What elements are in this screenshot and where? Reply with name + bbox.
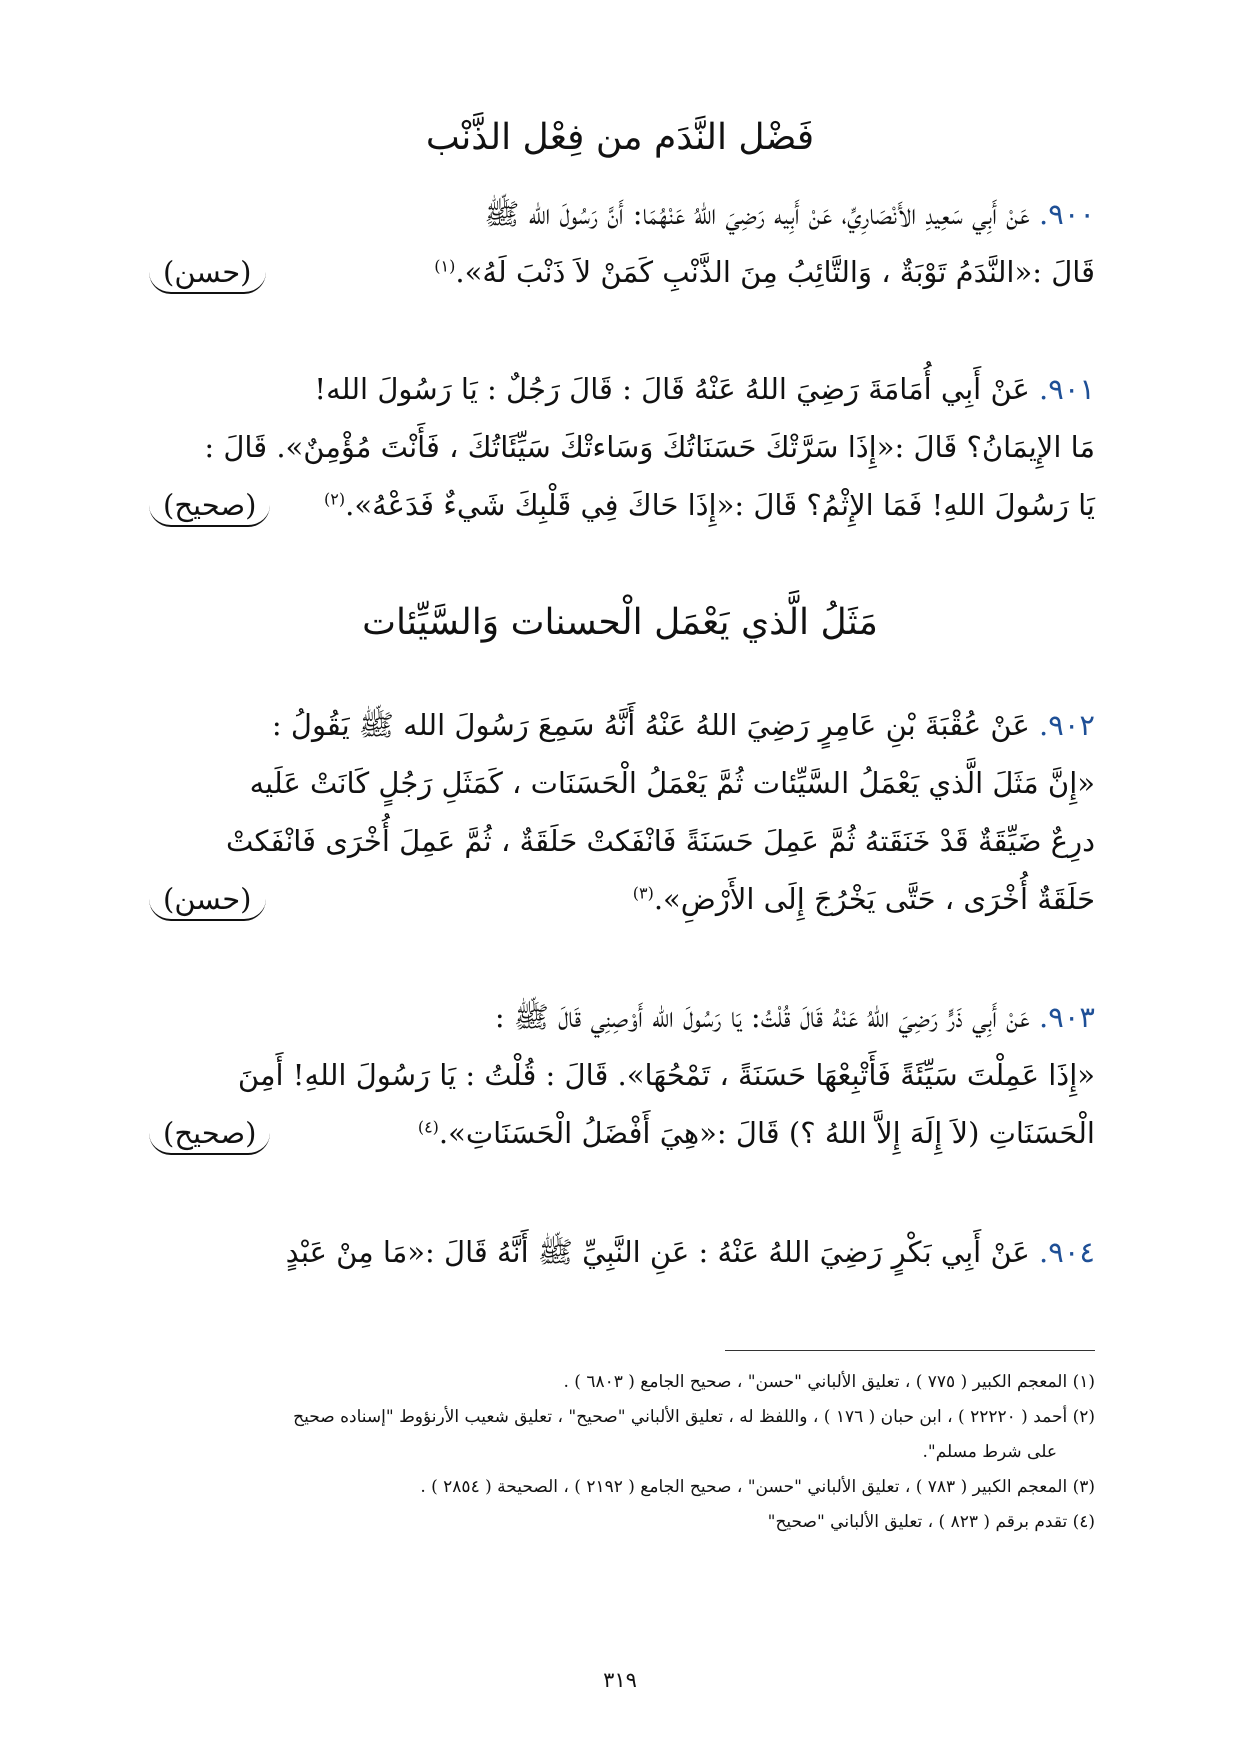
hadith-text: الْحَسَنَاتِ (لاَ إِلَهَ إِلاَّ اللهُ ؟) قَالَ :«هِيَ أَفْضَلُ الْحَسَنَاتِ». xyxy=(438,1116,1095,1150)
hadith-text: عَنْ أَبِي أُمَامَةَ رَضِيَ اللهُ عَنْهُ قَالَ : قَالَ رَجُلٌ : يَا رَسُولَ الله! xyxy=(314,372,1030,406)
hadith-line xyxy=(145,1046,1095,1104)
hadith-text: قَالَ :«النَّدَمُ تَوْبَةٌ ، وَالتَّائِبُ مِنَ الذَّنْبِ كَمَنْ لاَ ذَنْبَ لَهُ». xyxy=(455,255,1095,289)
footnote-item: (٣) المعجم الكبير ( ٧٨٣ ) ، تعليق الألباني "حسن" ، صحيح الجامع ( ٢١٩٢ ) ، الصحيحة ( ٢٨٥٤ ) . xyxy=(420,1477,1095,1497)
grade-badge: (صحيح) xyxy=(149,1113,270,1155)
grade-badge: (حسن) xyxy=(149,252,266,294)
section-title-good-deeds: مَثَلُ الَّذي يَعْمَل الْحسنات وَالسَّيِّئات xyxy=(362,602,878,643)
hadith-line xyxy=(145,185,1095,243)
hadith-text: عَنْ أَبِي سَعِيدِ الأَنْصَارِيِّ، عَنْ أَبِيه رَضِيَ اللهُ عَنْهُمَا: أَنَّ رَسُولَ الله ﷺ xyxy=(484,197,1030,231)
hadith-number: ٩٠٤. xyxy=(1039,1235,1095,1269)
hadith-line xyxy=(145,812,1095,870)
hadith-text: مَا الإِيمَانُ؟ قَالَ :«إِذَا سَرَّتْكَ حَسَنَاتُكَ وَسَاءتْكَ سَيِّئَاتُكَ ، فَأَنْتَ مُؤْمِنٌ». قَالَ : xyxy=(204,430,1095,464)
hadith-903 xyxy=(145,988,1095,1162)
footnote-divider xyxy=(725,1350,1095,1351)
hadith-number: ٩٠٠. xyxy=(1039,197,1095,231)
footnote-ref[interactable]: (١) xyxy=(434,256,456,276)
hadith-line xyxy=(145,243,1095,301)
hadith-line xyxy=(145,870,1095,928)
hadith-text: عَنْ أَبِي ذَرٍّ رَضِيَ اللهُ عَنْهُ قَالَ قُلْتُ: يَا رَسُولَ الله أَوْصِنِي قَالَ ﷺ : xyxy=(494,1000,1030,1034)
hadith-line xyxy=(145,1104,1095,1162)
hadith-line xyxy=(145,476,1095,534)
hadith-line xyxy=(145,754,1095,812)
hadith-line xyxy=(145,988,1095,1046)
hadith-line xyxy=(145,360,1095,418)
grade-badge: (صحيح) xyxy=(149,485,270,527)
hadith-number: ٩٠٣. xyxy=(1039,1000,1095,1034)
footnote-item: (١) المعجم الكبير ( ٧٧٥ ) ، تعليق الألباني "حسن" ، صحيح الجامع ( ٦٨٠٣ ) . xyxy=(563,1372,1095,1392)
hadith-line xyxy=(145,418,1095,476)
footnote-item: (٤) تقدم برقم ( ٨٢٣ ) ، تعليق الألباني "صحيح" xyxy=(767,1512,1095,1532)
hadith-text: «إِذَا عَمِلْتَ سَيِّئَةً فَأَتْبِعْهَا حَسَنَةً ، تَمْحُهَا». قَالَ : قُلْتُ : يَا رَسُولَ اللهِ! أَمِنَ xyxy=(237,1058,1095,1092)
grade-badge: (حسن) xyxy=(149,879,266,921)
hadith-line xyxy=(145,1223,1095,1281)
footnote-ref[interactable]: (٢) xyxy=(324,489,346,509)
hadith-901 xyxy=(145,360,1095,534)
footnote-ref[interactable]: (٣) xyxy=(632,883,654,903)
section-title-repentance: فَضْل النَّدَم من فِعْل الذَّنْب xyxy=(425,117,815,158)
hadith-text: عَنْ أَبِي بَكْرٍ رَضِيَ اللهُ عَنْهُ : عَنِ النَّبِيِّ ﷺ أَنَّهُ قَالَ :«مَا مِنْ عَبْدٍ xyxy=(285,1235,1030,1269)
hadith-904 xyxy=(145,1223,1095,1281)
hadith-text: عَنْ عُقْبَةَ بْنِ عَامِرٍ رَضِيَ اللهُ عَنْهُ أَنَّهُ سَمِعَ رَسُولَ الله ﷺ يَقُولُ : xyxy=(271,708,1030,742)
footnote-item-continuation: على شرط مسلم". xyxy=(922,1442,1057,1462)
hadith-number: ٩٠١. xyxy=(1039,372,1095,406)
hadith-text: يَا رَسُولَ اللهِ! فَمَا الإِثْمُ؟ قَالَ :«إِذَا حَاكَ فِي قَلْبِكَ شَيءٌ فَدَعْهُ». xyxy=(345,488,1095,522)
footnote-item: (٢) أحمد ( ٢٢٢٢٠ ) ، ابن حبان ( ١٧٦ ) ، واللفظ له ، تعليق الألباني "صحيح" ، تعليق شعيب الأرنؤوط "إسناده صحيح xyxy=(293,1407,1095,1427)
hadith-902 xyxy=(145,696,1095,928)
page-number: ٣١٩ xyxy=(603,1668,637,1692)
hadith-900 xyxy=(145,185,1095,301)
footnote-ref[interactable]: (٤) xyxy=(417,1117,439,1137)
hadith-line xyxy=(145,696,1095,754)
hadith-text: «إِنَّ مَثَلَ الَّذي يَعْمَلُ السَّيِّئات ثُمَّ يَعْمَلُ الْحَسَنَات ، كَمَثَلِ رَجُلٍ كَانَتْ عَلَيه xyxy=(249,766,1095,800)
hadith-text: حَلَقَةٌ أُخْرَى ، حَتَّى يَخْرُجَ إِلَى الأَرْضِ». xyxy=(653,882,1095,916)
footnotes xyxy=(145,1365,1095,1540)
hadith-text: درِعٌ ضَيِّقَةٌ قَدْ خَنَقَتهُ ثُمَّ عَمِلَ حَسَنَةً فَانْفَكتْ حَلَقَةٌ ، ثُمَّ عَمِلَ أُخْرَى فَانْفَكتْ xyxy=(226,824,1095,858)
hadith-number: ٩٠٢. xyxy=(1039,708,1095,742)
